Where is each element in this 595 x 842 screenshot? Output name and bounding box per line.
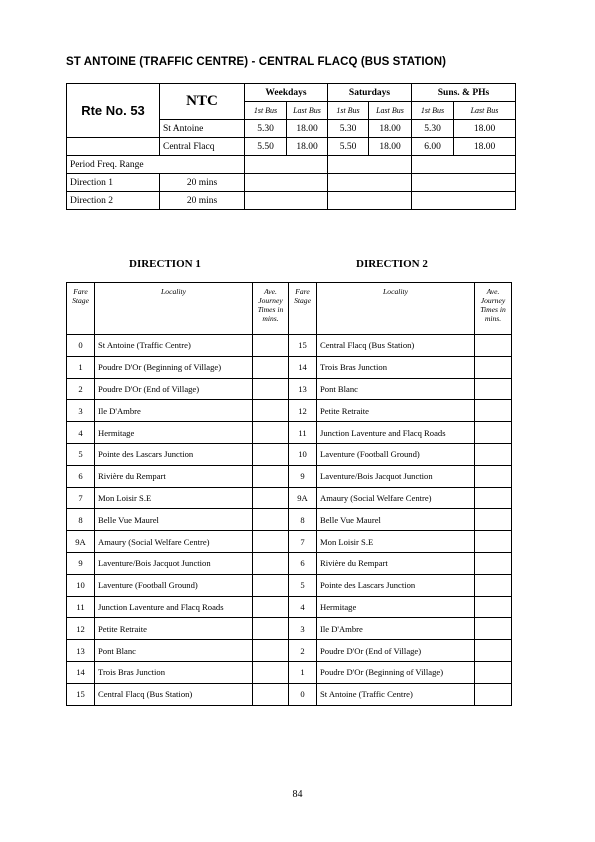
saturdays-header: Saturdays — [328, 84, 412, 102]
locality-cell: Poudre D'Or (End of Village) — [95, 378, 253, 400]
locality-cell: Poudre D'Or (End of Village) — [317, 640, 475, 662]
first-bus-header: 1st Bus — [245, 102, 287, 120]
direction-2-heading: DIRECTION 2 — [356, 258, 428, 270]
locality-cell: Poudre D'Or (Beginning of Village) — [317, 661, 475, 683]
journey-time-cell — [475, 356, 512, 378]
fare-stage-header: Fare Stage — [289, 283, 317, 335]
locality-cell: Poudre D'Or (Beginning of Village) — [95, 356, 253, 378]
locality-cell: Laventure/Bois Jacquot Junction — [317, 465, 475, 487]
table-row — [67, 661, 512, 683]
bus-time: 18.00 — [454, 120, 516, 138]
first-bus-header: 1st Bus — [412, 102, 454, 120]
fare-stage-cell: 6 — [289, 552, 317, 574]
journey-time-cell — [475, 640, 512, 662]
fare-stage-cell: 8 — [289, 509, 317, 531]
table-row — [67, 618, 512, 640]
locality-cell: Laventure (Football Ground) — [317, 443, 475, 465]
fare-stage-cell: 13 — [67, 640, 95, 662]
journey-time-cell — [475, 443, 512, 465]
fare-stage-cell: 9A — [67, 531, 95, 553]
locality-cell: Trois Bras Junction — [317, 356, 475, 378]
fare-stage-cell: 11 — [67, 596, 95, 618]
first-bus-header: 1st Bus — [328, 102, 369, 120]
table-row — [67, 683, 512, 705]
bus-time: 5.30 — [328, 120, 369, 138]
journey-time-header: Ave. Journey Times in mins. — [475, 283, 512, 335]
locality-cell: Ile D'Ambre — [95, 400, 253, 422]
journey-time-cell — [475, 422, 512, 444]
table-row — [67, 552, 512, 574]
fare-stage-cell: 2 — [289, 640, 317, 662]
locality-cell: Amaury (Social Welfare Centre) — [317, 487, 475, 509]
stops-table — [66, 282, 512, 706]
fare-stage-cell: 9 — [67, 552, 95, 574]
bus-time: 18.00 — [287, 120, 328, 138]
journey-time-cell — [475, 661, 512, 683]
weekdays-header: Weekdays — [245, 84, 328, 102]
journey-time-cell — [253, 356, 289, 378]
locality-cell: Junction Laventure and Flacq Roads — [317, 422, 475, 444]
journey-time-cell — [475, 574, 512, 596]
locality-header: Locality — [95, 283, 253, 335]
locality-header: Locality — [317, 283, 475, 335]
journey-time-cell — [253, 487, 289, 509]
fare-stage-cell: 11 — [289, 422, 317, 444]
fare-stage-cell: 1 — [67, 356, 95, 378]
journey-time-cell — [253, 683, 289, 705]
table-row — [67, 640, 512, 662]
fare-stage-cell: 10 — [67, 574, 95, 596]
table-row — [67, 335, 512, 357]
page-number: 84 — [292, 789, 303, 800]
journey-time-cell — [475, 400, 512, 422]
frequency-value: 20 mins — [160, 192, 245, 210]
frequency-row — [67, 192, 516, 210]
table-row — [67, 465, 512, 487]
journey-time-header: Ave. Journey Times in mins. — [253, 283, 289, 335]
fare-stage-cell: 2 — [67, 378, 95, 400]
fare-stage-cell: 7 — [289, 531, 317, 553]
direction-1-heading: DIRECTION 1 — [129, 258, 201, 270]
journey-time-cell — [253, 509, 289, 531]
last-bus-header: Last Bus — [287, 102, 328, 120]
locality-cell: Petite Retraite — [95, 618, 253, 640]
fare-stage-cell: 1 — [289, 661, 317, 683]
locality-cell: Rivière du Rempart — [95, 465, 253, 487]
journey-time-cell — [253, 596, 289, 618]
sundays-header: Suns. & PHs — [412, 84, 516, 102]
journey-time-cell — [253, 574, 289, 596]
frequency-row — [67, 174, 516, 192]
journey-time-cell — [253, 400, 289, 422]
fare-stage-cell: 4 — [67, 422, 95, 444]
frequency-value: 20 mins — [160, 174, 245, 192]
fare-stage-cell: 14 — [289, 356, 317, 378]
bus-time: 6.00 — [412, 138, 454, 156]
fare-stage-cell: 6 — [67, 465, 95, 487]
fare-stage-cell: 9A — [289, 487, 317, 509]
fare-stage-cell: 14 — [67, 661, 95, 683]
table-row — [67, 487, 512, 509]
journey-time-cell — [475, 487, 512, 509]
fare-stage-cell: 8 — [67, 509, 95, 531]
direction-label: Direction 2 — [67, 192, 160, 210]
journey-time-cell — [253, 552, 289, 574]
bus-time: 18.00 — [287, 138, 328, 156]
fare-stage-cell: 0 — [289, 683, 317, 705]
fare-stage-cell: 4 — [289, 596, 317, 618]
table-row — [67, 378, 512, 400]
stop-name: Central Flacq — [160, 138, 245, 156]
journey-time-cell — [253, 618, 289, 640]
locality-cell: Central Flacq (Bus Station) — [317, 335, 475, 357]
journey-time-cell — [253, 443, 289, 465]
locality-cell: St Antoine (Traffic Centre) — [95, 335, 253, 357]
journey-time-cell — [475, 531, 512, 553]
fare-stage-cell: 15 — [289, 335, 317, 357]
locality-cell: Ile D'Ambre — [317, 618, 475, 640]
locality-cell: Belle Vue Maurel — [317, 509, 475, 531]
bus-time: 5.30 — [245, 120, 287, 138]
locality-cell: Hermitage — [317, 596, 475, 618]
locality-cell: Pont Blanc — [317, 378, 475, 400]
bus-time: 5.50 — [245, 138, 287, 156]
fare-stage-cell: 12 — [67, 618, 95, 640]
fare-stage-cell: 3 — [67, 400, 95, 422]
table-row — [67, 443, 512, 465]
fare-stage-cell: 3 — [289, 618, 317, 640]
fare-stage-cell: 15 — [67, 683, 95, 705]
locality-cell: Belle Vue Maurel — [95, 509, 253, 531]
locality-cell: Amaury (Social Welfare Centre) — [95, 531, 253, 553]
journey-time-cell — [253, 378, 289, 400]
journey-time-cell — [253, 640, 289, 662]
fare-stage-cell: 12 — [289, 400, 317, 422]
table-row — [67, 596, 512, 618]
bus-time: 18.00 — [454, 138, 516, 156]
journey-time-cell — [475, 552, 512, 574]
fare-stage-cell: 9 — [289, 465, 317, 487]
fare-stage-cell: 10 — [289, 443, 317, 465]
locality-cell: Mon Loisir S.E — [95, 487, 253, 509]
bus-time: 18.00 — [369, 120, 412, 138]
fare-stage-header: Fare Stage — [67, 283, 95, 335]
locality-cell: Pont Blanc — [95, 640, 253, 662]
journey-time-cell — [475, 378, 512, 400]
locality-cell: Rivière du Rempart — [317, 552, 475, 574]
locality-cell: Central Flacq (Bus Station) — [95, 683, 253, 705]
last-bus-header: Last Bus — [369, 102, 412, 120]
table-row — [67, 509, 512, 531]
locality-cell: Hermitage — [95, 422, 253, 444]
fare-stage-cell: 13 — [289, 378, 317, 400]
journey-time-cell — [475, 618, 512, 640]
locality-cell: Laventure (Football Ground) — [95, 574, 253, 596]
journey-time-cell — [253, 465, 289, 487]
journey-time-cell — [475, 465, 512, 487]
locality-cell: Pointe des Lascars Junction — [317, 574, 475, 596]
bus-time: 5.30 — [412, 120, 454, 138]
bus-time: 5.50 — [328, 138, 369, 156]
timetable-row — [67, 138, 516, 156]
locality-cell: Mon Loisir S.E — [317, 531, 475, 553]
journey-time-cell — [475, 683, 512, 705]
journey-time-cell — [253, 422, 289, 444]
fare-stage-cell: 0 — [67, 335, 95, 357]
locality-cell: St Antoine (Traffic Centre) — [317, 683, 475, 705]
table-row — [67, 531, 512, 553]
journey-time-cell — [475, 596, 512, 618]
table-row — [67, 400, 512, 422]
fare-stage-cell: 5 — [289, 574, 317, 596]
table-row — [67, 574, 512, 596]
timetable-summary — [66, 83, 516, 210]
table-row — [67, 422, 512, 444]
locality-cell: Pointe des Lascars Junction — [95, 443, 253, 465]
fare-stage-cell: 7 — [67, 487, 95, 509]
journey-time-cell — [475, 335, 512, 357]
direction-label: Direction 1 — [67, 174, 160, 192]
stop-name: St Antoine — [160, 120, 245, 138]
locality-cell: Junction Laventure and Flacq Roads — [95, 596, 253, 618]
journey-time-cell — [253, 661, 289, 683]
journey-time-cell — [475, 509, 512, 531]
journey-time-cell — [253, 531, 289, 553]
locality-cell: Petite Retraite — [317, 400, 475, 422]
page-title: ST ANTOINE (TRAFFIC CENTRE) - CENTRAL FLACQ (BUS STATION) — [66, 56, 447, 68]
table-row — [67, 356, 512, 378]
fare-stage-cell: 5 — [67, 443, 95, 465]
journey-time-cell — [253, 335, 289, 357]
last-bus-header: Last Bus — [454, 102, 516, 120]
bus-time: 18.00 — [369, 138, 412, 156]
locality-cell: Trois Bras Junction — [95, 661, 253, 683]
route-number: Rte No. 53 — [67, 84, 160, 138]
period-freq-label: Period Freq. Range — [67, 156, 245, 174]
operator-label: NTC — [160, 84, 245, 120]
locality-cell: Laventure/Bois Jacquot Junction — [95, 552, 253, 574]
